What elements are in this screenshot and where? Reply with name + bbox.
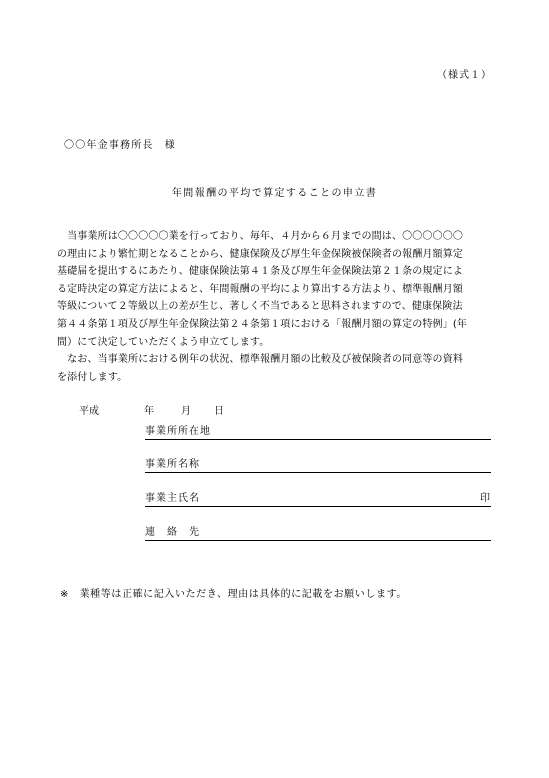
date-day: 日 bbox=[214, 406, 224, 417]
body-line: 間）にて決定していただくよう申立てします。 bbox=[57, 336, 270, 348]
body-line: の理由により繁忙期となることから、健康保険及び厚生年金保険被保険者の報酬月額算定 bbox=[57, 248, 463, 260]
owner-name-field[interactable] bbox=[145, 492, 491, 507]
body-line: る定時決定の算定方法によると、年間報酬の平均により算出する方法より、標準報酬月額 bbox=[57, 283, 463, 295]
office-name-field[interactable] bbox=[145, 458, 491, 473]
contact-label: 連 絡 先 bbox=[145, 527, 200, 538]
addressee: 〇〇年金事務所長 様 bbox=[64, 140, 176, 151]
date-month: 月 bbox=[181, 406, 191, 417]
office-name-label: 事業所名称 bbox=[145, 459, 200, 470]
body-line: 等級について２等級以上の差が生じ、著しく不当であると思料されますので、健康保険法 bbox=[57, 301, 463, 313]
location-label: 事業所所在地 bbox=[145, 426, 211, 437]
location-field[interactable] bbox=[145, 425, 491, 440]
document-title: 年間報酬の平均で算定することの申立書 bbox=[171, 188, 378, 199]
date-era: 平成 bbox=[79, 406, 99, 417]
statement-body bbox=[57, 228, 502, 386]
date-year: 年 bbox=[144, 406, 154, 417]
footnote: ※ 業種等は正確に記入いただき、理由は具体的に記載をお願いします。 bbox=[60, 589, 407, 600]
body-line: 当事業所は〇〇〇〇〇業を行っており、毎年、４月から６月までの間は、〇〇〇〇〇〇 bbox=[57, 231, 463, 242]
body-line: 基礎届を提出するにあたり、健康保険法第４１条及び厚生年金保険法第２１条の規定によ bbox=[57, 266, 463, 278]
seal-mark: 印 bbox=[480, 493, 490, 504]
form-number: （様式１） bbox=[437, 70, 492, 81]
body-line: なお、当事業所における例年の状況、標準報酬月額の比較及び被保険者の同意等の資料 bbox=[57, 354, 463, 366]
body-line: を添付します。 bbox=[57, 371, 128, 383]
date-line bbox=[79, 402, 224, 417]
body-line: 第４４条第１項及び厚生年金保険法第２４条第１項における「報酬月額の算定の特例」(年 bbox=[57, 318, 468, 330]
owner-name-label: 事業主氏名 bbox=[145, 493, 200, 504]
contact-field[interactable] bbox=[145, 526, 491, 541]
